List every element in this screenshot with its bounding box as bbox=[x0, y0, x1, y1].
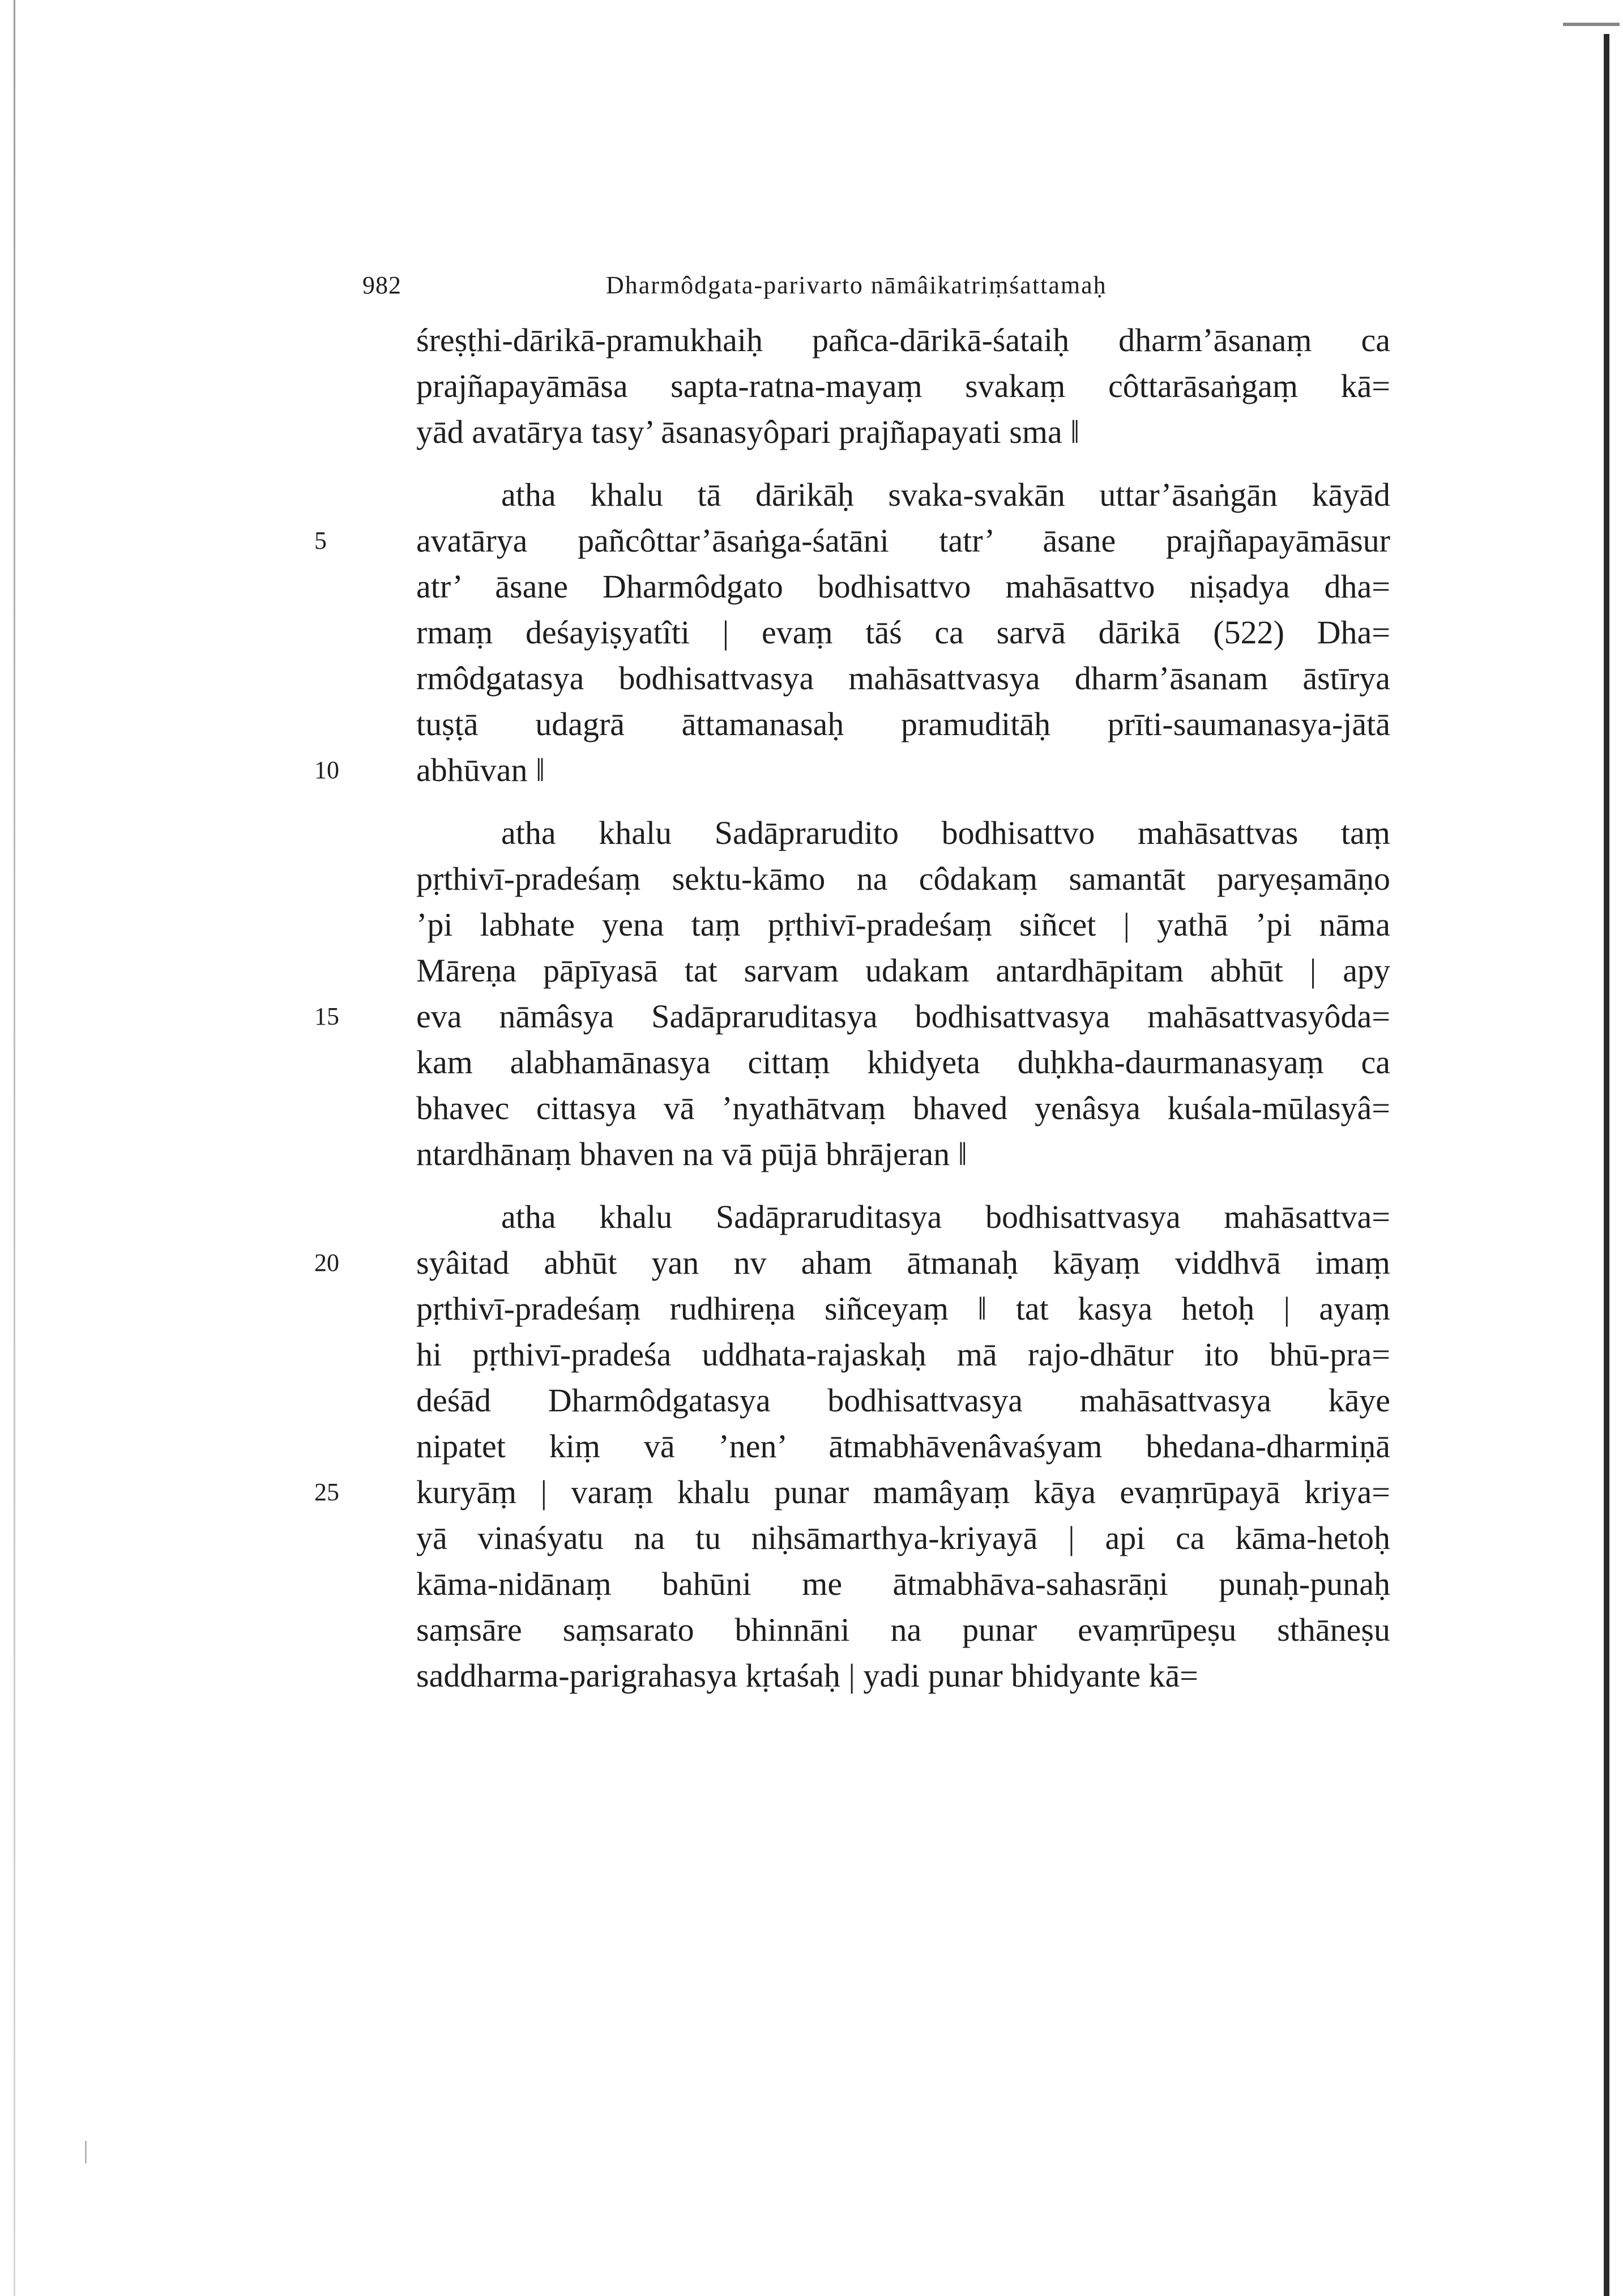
page-header bbox=[0, 271, 1623, 305]
text-line: pṛthivī-pradeśaṃ rudhireṇa siñceyaṃ ‖ tat kasya hetoḥ | ayaṃ bbox=[416, 1290, 1390, 1327]
paragraph bbox=[314, 1194, 1390, 1698]
line-number: 5 bbox=[314, 527, 327, 554]
text-line: bhavec cittasya vā ’nyathātvaṃ bhaved yenâsya kuśala-mūlasyâ= bbox=[416, 1090, 1390, 1126]
text-line: kam alabhamānasya cittaṃ khidyeta duḥkha-daurmanasyaṃ ca bbox=[416, 1044, 1390, 1081]
paragraph-gap bbox=[416, 455, 1390, 472]
text-line: 25 kuryāṃ | varaṃ khalu punar mamâyaṃ kāya evaṃrūpayā kriya= bbox=[416, 1469, 1390, 1515]
text-line: 15 eva nāmâsya Sadāpraruditasya bodhisattvasya mahāsattvasyôda= bbox=[416, 993, 1390, 1039]
scan-mark bbox=[85, 2141, 87, 2163]
paragraph bbox=[416, 317, 1390, 455]
text-line: prajñapayāmāsa sapta-ratna-mayaṃ svakaṃ côttarāsaṅgaṃ kā= bbox=[416, 368, 1390, 404]
running-head: Dharmôdgata-parivarto nāmâikatriṃśattamaḥ bbox=[606, 271, 1107, 299]
text-line: ’pi labhate yena taṃ pṛthivī-pradeśaṃ siñcet | yathā ’pi nāma bbox=[416, 906, 1390, 943]
line-number: 25 bbox=[314, 1478, 339, 1506]
text-line: yā vinaśyatu na tu niḥsāmarthya-kriyayā | api ca kāma-hetoḥ bbox=[416, 1520, 1390, 1556]
text-line: hi pṛthivī-pradeśa uddhata-rajaskaḥ mā rajo-dhātur ito bhū-pra= bbox=[416, 1336, 1390, 1373]
text-line: Māreṇa pāpīyasā tat sarvam udakam antardhāpitam abhūt | apy bbox=[416, 952, 1390, 989]
text-line: ntardhānaṃ bhaven na vā pūjā bhrājeran ‖ bbox=[416, 1136, 967, 1172]
paragraph bbox=[314, 472, 1390, 793]
scan-left-edge bbox=[14, 0, 15, 2296]
paragraph-gap bbox=[416, 1177, 1390, 1194]
text-line: śreṣṭhi-dārikā-pramukhaiḥ pañca-dārikā-śataiḥ dharm’āsanaṃ ca bbox=[416, 322, 1390, 359]
line-number: 15 bbox=[314, 1002, 339, 1030]
text-line: rmaṃ deśayiṣyatîti | evaṃ tāś ca sarvā dārikā (522) Dha= bbox=[416, 614, 1390, 651]
page-number: 982 bbox=[362, 271, 402, 299]
text-line: 20 syâitad abhūt yan nv aham ātmanaḥ kāyaṃ viddhvā imaṃ bbox=[416, 1240, 1390, 1286]
line-number: 20 bbox=[314, 1249, 339, 1277]
text-line: rmôdgatasya bodhisattvasya mahāsattvasya dharm’āsanam āstīrya bbox=[416, 660, 1390, 697]
text-body bbox=[314, 317, 1390, 1698]
paragraph bbox=[314, 810, 1390, 1177]
scan-top-right-edge bbox=[1563, 23, 1620, 26]
text-line: saddharma-parigrahasya kṛtaśaḥ | yadi punar bhidyante kā= bbox=[416, 1657, 1199, 1694]
scan-right-edge bbox=[1604, 34, 1609, 2296]
line-number: 10 bbox=[314, 756, 339, 784]
text-line: tuṣṭā udagrā āttamanasaḥ pramuditāḥ prīti-saumanasya-jātā bbox=[416, 706, 1390, 742]
paragraph-gap bbox=[416, 793, 1390, 810]
text-line: atha khalu Sadāpraruditasya bodhisattvasya mahāsattva= bbox=[501, 1198, 1390, 1235]
text-line: atha khalu Sadāprarudito bodhisattvo mahāsattvas taṃ bbox=[501, 814, 1390, 851]
text-line: 5 avatārya pañcôttar’āsaṅga-śatāni tatr’ āsane prajñapayāmāsur bbox=[416, 518, 1390, 564]
text-line: saṃsāre saṃsarato bhinnāni na punar evaṃrūpeṣu sthāneṣu bbox=[416, 1611, 1390, 1648]
text-line: yād avatārya tasy’ āsanasyôpari prajñapayati sma ‖ bbox=[416, 413, 1080, 450]
text-line: atr’ āsane Dharmôdgato bodhisattvo mahāsattvo niṣadya dha= bbox=[416, 568, 1390, 605]
text-line: nipatet kiṃ vā ’nen’ ātmabhāvenâvaśyam bhedana-dharmiṇā bbox=[416, 1428, 1390, 1465]
text-line: kāma-nidānaṃ bahūni me ātmabhāva-sahasrāṇi punaḥ-punaḥ bbox=[416, 1565, 1390, 1602]
text-line: 10 abhūvan ‖ bbox=[416, 747, 1390, 793]
text-line: atha khalu tā dārikāḥ svaka-svakān uttar’āsaṅgān kāyād bbox=[501, 476, 1390, 513]
text-line: pṛthivī-pradeśaṃ sektu-kāmo na côdakaṃ samantāt paryeṣamāṇo bbox=[416, 860, 1390, 897]
text-line: deśād Dharmôdgatasya bodhisattvasya mahāsattvasya kāye bbox=[416, 1382, 1390, 1419]
